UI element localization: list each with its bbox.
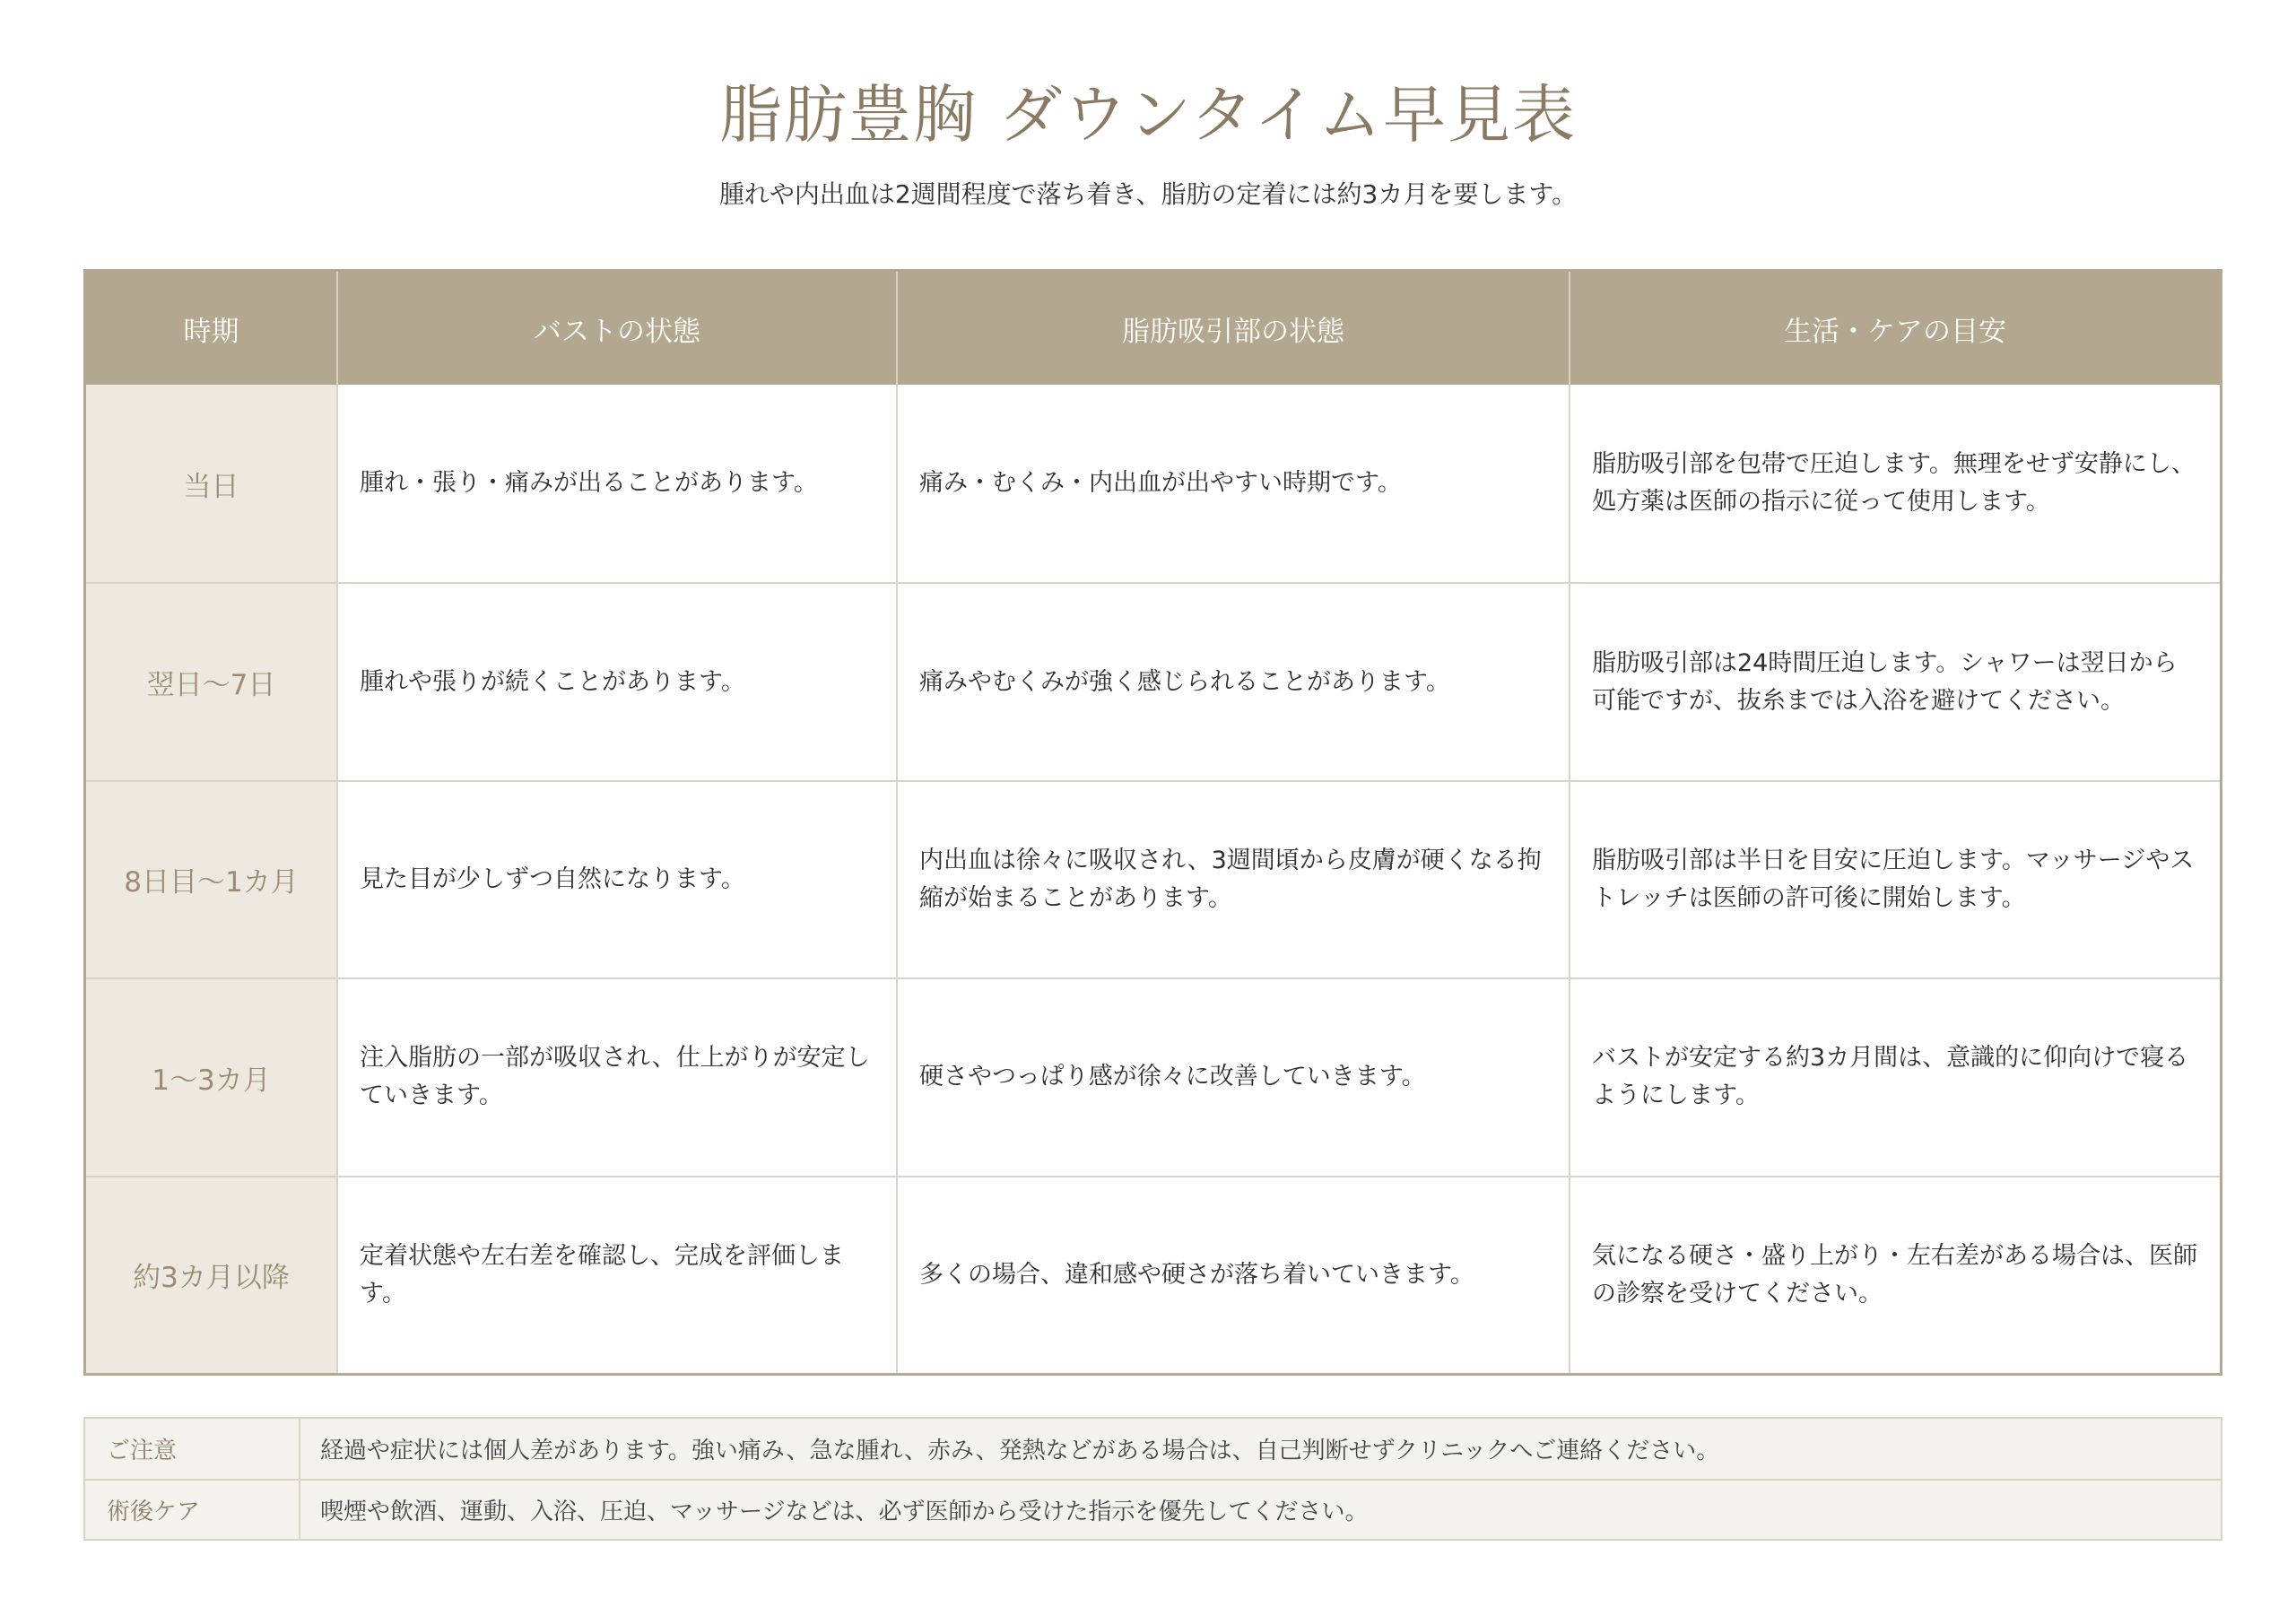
column-header-care: 生活・ケアの目安 [1569,272,2220,385]
liposuction-cell: 痛み・むくみ・内出血が出やすい時期です。 [896,385,1569,582]
liposuction-cell: 硬さやつっぱり感が徐々に改善していきます。 [896,977,1569,1175]
care-cell: 脂肪吸引部を包帯で圧迫します。無理をせず安静にし、処方薬は医師の指示に従って使用します。 [1569,385,2220,582]
period-cell: 1～3カ月 [86,977,336,1175]
column-header-liposuction: 脂肪吸引部の状態 [896,272,1569,385]
liposuction-cell: 痛みやむくみが強く感じられることがあります。 [896,582,1569,779]
bust-cell: 定着状態や左右差を確認し、完成を評価します。 [336,1176,896,1373]
note-label-caution: ご注意 [85,1419,300,1479]
period-cell: 約3カ月以降 [86,1176,336,1373]
care-cell: 脂肪吸引部は24時間圧迫します。シャワーは翌日から可能ですが、抜糸までは入浴を避けてください。 [1569,582,2220,779]
page-title: 脂肪豊胸 ダウンタイム早見表 [718,78,1578,152]
bust-cell: 見た目が少しずつ自然になります。 [336,780,896,977]
liposuction-cell: 内出血は徐々に吸収され、3週間頃から皮膚が硬くなる拘縮が始まることがあります。 [896,780,1569,977]
column-header-bust: バストの状態 [336,272,896,385]
care-cell: 気になる硬さ・盛り上がり・左右差がある場合は、医師の診察を受けてください。 [1569,1176,2220,1373]
column-header-period: 時期 [86,272,336,385]
downtime-table [83,269,2222,1376]
note-label-aftercare: 術後ケア [85,1479,300,1539]
bust-cell: 腫れや張りが続くことがあります。 [336,582,896,779]
period-cell: 翌日～7日 [86,582,336,779]
note-text-caution: 経過や症状には個人差があります。強い痛み、急な腫れ、赤み、発熱などがある場合は、自己判断せずクリニックへご連絡ください。 [320,1438,1720,1464]
period-cell: 当日 [86,385,336,582]
note-text-aftercare: 喫煙や飲酒、運動、入浴、圧迫、マッサージなどは、必ず医師から受けた指示を優先してください。 [300,1479,2221,1539]
care-cell: 脂肪吸引部は半日を目安に圧迫します。マッサージやストレッチは医師の許可後に開始します。 [1569,780,2220,977]
page-subtitle: 腫れや内出血は2週間程度で落ち着き、脂肪の定着には約3カ月を要します。 [718,179,1578,209]
care-cell: バストが安定する約3カ月間は、意識的に仰向けで寝るようにします。 [1569,977,2220,1175]
bust-cell: 注入脂肪の一部が吸収され、仕上がりが安定していきます。 [336,977,896,1175]
liposuction-cell: 多くの場合、違和感や硬さが落ち着いていきます。 [896,1176,1569,1373]
period-cell: 8日目～1カ月 [86,780,336,977]
bust-cell: 腫れ・張り・痛みが出ることがあります。 [336,385,896,582]
notes-table [83,1417,2222,1541]
